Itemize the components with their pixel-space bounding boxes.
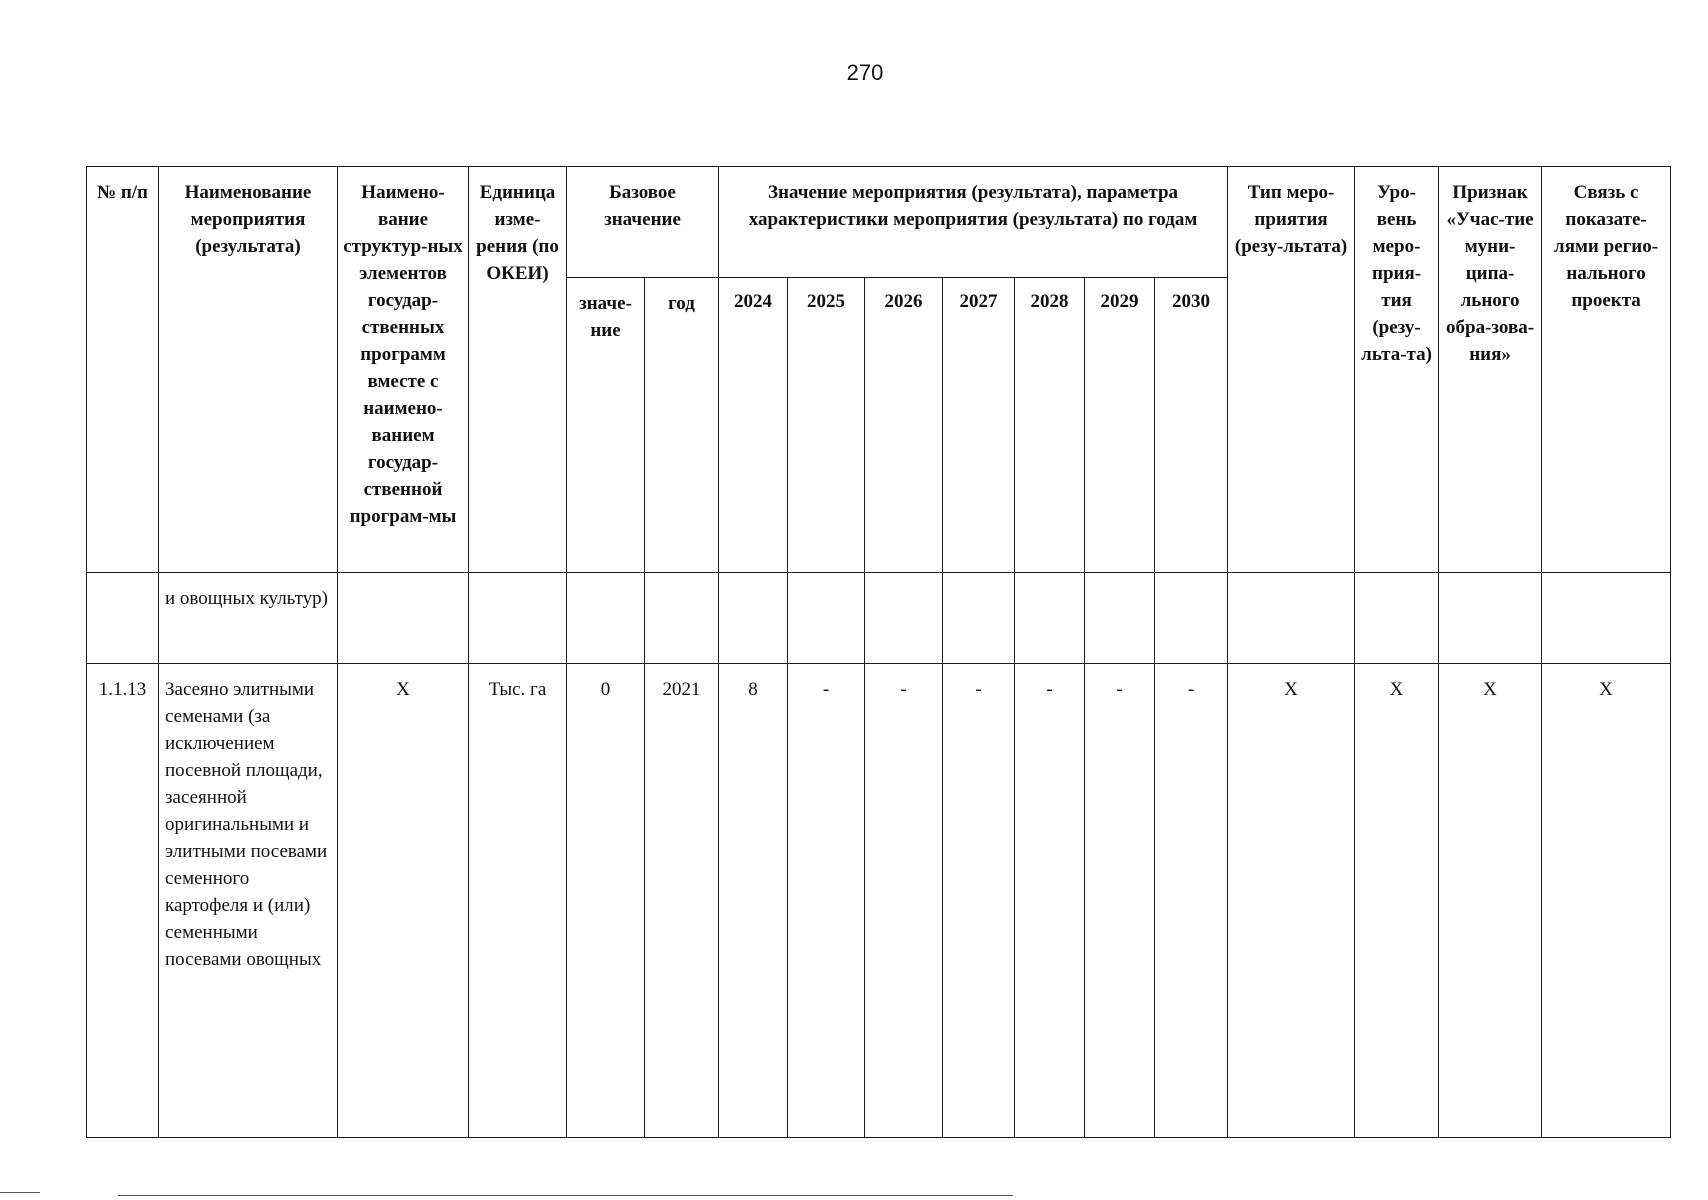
header-year-2025: 2025 <box>788 278 865 573</box>
cell-year-2029: - <box>1085 664 1155 1138</box>
cell-num <box>87 573 159 664</box>
header-year-2027: 2027 <box>943 278 1015 573</box>
cell-unit: Тыс. га <box>469 664 567 1138</box>
header-level: Уро-вень меро-прия-тия (резу-льта-та) <box>1355 167 1439 573</box>
header-name: Наименование мероприятия (результата) <box>159 167 338 573</box>
cell-year-2025 <box>788 573 865 664</box>
cell-municipal <box>1439 573 1542 664</box>
cell-year-2027: - <box>943 664 1015 1138</box>
cell-year-2025: - <box>788 664 865 1138</box>
header-year-2026: 2026 <box>865 278 943 573</box>
cell-num: 1.1.13 <box>87 664 159 1138</box>
cell-link <box>1542 573 1671 664</box>
cell-base-year <box>645 573 719 664</box>
cell-year-2027 <box>943 573 1015 664</box>
table-row <box>87 664 1671 1138</box>
header-year-2028: 2028 <box>1015 278 1085 573</box>
cell-year-2030: - <box>1155 664 1228 1138</box>
page-number: 270 <box>846 60 884 85</box>
cell-year-2024 <box>719 573 788 664</box>
header-link: Связь с показате-лями регио-нального проекта <box>1542 167 1671 573</box>
header-unit: Единица изме-рения (по ОКЕИ) <box>469 167 567 573</box>
cell-year-2028: - <box>1015 664 1085 1138</box>
header-base-year: год <box>645 278 719 573</box>
header-municipal: Признак «Учас-тие муни-ципа-льного обра-зова-ния» <box>1439 167 1542 573</box>
bottom-rule-center <box>118 1195 1013 1196</box>
header-base-value: значе-ние <box>567 278 645 573</box>
header-base: Базовое значение <box>567 167 719 278</box>
cell-link: X <box>1542 664 1671 1138</box>
cell-municipal: X <box>1439 664 1542 1138</box>
cell-type <box>1228 573 1355 664</box>
cell-name: и овощных культур) <box>159 573 338 664</box>
cell-structure: X <box>338 664 469 1138</box>
cell-year-2024: 8 <box>719 664 788 1138</box>
header-num: № п/п <box>87 167 159 573</box>
cell-base-value: 0 <box>567 664 645 1138</box>
header-year-2024: 2024 <box>719 278 788 573</box>
cell-level <box>1355 573 1439 664</box>
cell-level: X <box>1355 664 1439 1138</box>
cell-type: X <box>1228 664 1355 1138</box>
cell-year-2029 <box>1085 573 1155 664</box>
cell-base-value <box>567 573 645 664</box>
header-row-top <box>87 167 1671 278</box>
cell-year-2030 <box>1155 573 1228 664</box>
header-type: Тип меро-приятия (резу-льтата) <box>1228 167 1355 573</box>
header-structure: Наимено-вание структур-ных элементов государ-ственных программ вместе с наимено-ванием государ-ственной програм-мы <box>338 167 469 573</box>
cell-year-2026 <box>865 573 943 664</box>
cell-base-year: 2021 <box>645 664 719 1138</box>
bottom-rule-left <box>0 1192 40 1193</box>
table-row <box>87 573 1671 664</box>
cell-year-2028 <box>1015 573 1085 664</box>
header-years-group: Значение мероприятия (результата), параметра характеристики мероприятия (результата) по годам <box>719 167 1228 278</box>
header-year-2030: 2030 <box>1155 278 1228 573</box>
cell-year-2026: - <box>865 664 943 1138</box>
cell-structure <box>338 573 469 664</box>
cell-name: Засеяно элитными семенами (за исключением посевной площади, засеянной оригинальными и элитными посевами семенного картофеля и (или) семенными посевами овощных <box>159 664 338 1138</box>
cell-unit <box>469 573 567 664</box>
measures-table <box>86 166 1671 1138</box>
header-year-2029: 2029 <box>1085 278 1155 573</box>
